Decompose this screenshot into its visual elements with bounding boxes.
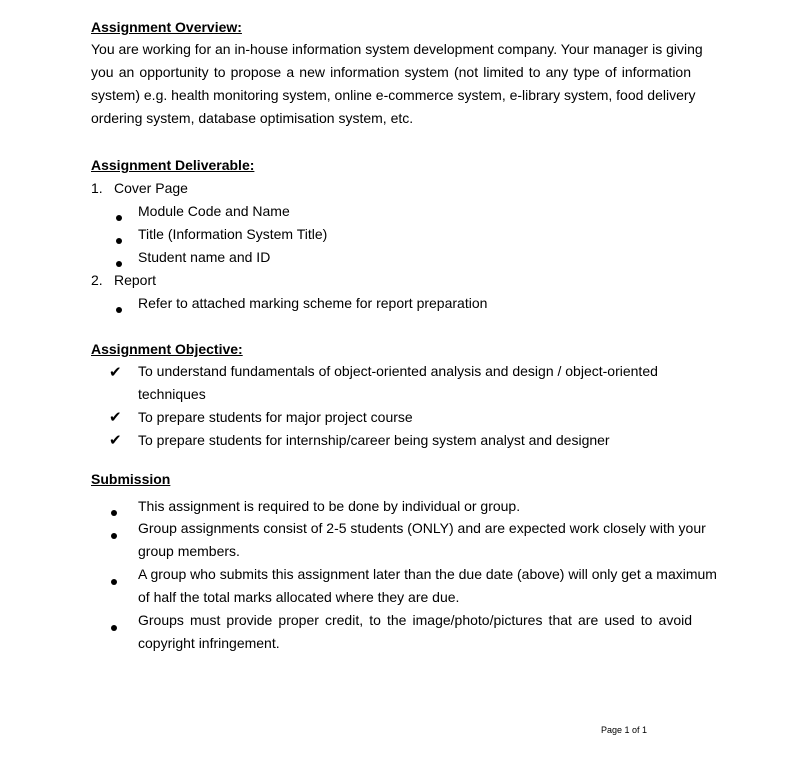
bullet-icon <box>116 254 122 270</box>
overview-line: system) e.g. health monitoring system, online e-commerce system, e-library system, food delivery <box>91 87 696 103</box>
bullet-icon <box>111 503 117 519</box>
bullet-icon <box>111 572 117 588</box>
objective-item <box>138 360 692 406</box>
objective-line: To understand fundamentals of object-oriented analysis and design / object-oriented <box>138 363 658 379</box>
submission-item <box>138 609 692 655</box>
objective-item: To prepare students for internship/career being system analyst and designer <box>138 432 610 448</box>
objective-heading: Assignment Objective: <box>91 341 243 357</box>
bullet-icon <box>116 300 122 316</box>
submission-line: group members. <box>138 543 240 559</box>
checkmark-icon: ✔ <box>109 408 122 426</box>
submission-line: Group assignments consist of 2-5 students (ONLY) and are expected work closely with your <box>138 520 706 536</box>
deliverable-subitem: Student name and ID <box>138 249 271 265</box>
overview-paragraph <box>91 38 703 130</box>
deliverable-item-label: Report <box>114 272 157 288</box>
submission-item <box>138 517 706 563</box>
overview-line: You are working for an in-house information system development company. Your manager is giving <box>91 41 703 57</box>
deliverable-subitem: Title (Information System Title) <box>138 226 328 242</box>
submission-line: Groups must provide proper credit, to the image/photo/pictures that are used to avoid <box>138 612 692 628</box>
checkmark-icon: ✔ <box>109 431 122 449</box>
objective-line: techniques <box>138 386 206 402</box>
deliverable-subitem: Refer to attached marking scheme for report preparation <box>138 295 488 311</box>
bullet-icon <box>116 208 122 224</box>
overview-line: you an opportunity to propose a new information system (not limited to any type of information <box>91 64 691 80</box>
submission-item <box>138 563 717 609</box>
deliverable-item-label: Cover Page <box>114 180 188 196</box>
deliverable-number: 2. <box>91 272 103 288</box>
deliverable-number: 1. <box>91 180 103 196</box>
submission-line: of half the total marks allocated where they are due. <box>138 589 460 605</box>
bullet-icon <box>111 618 117 634</box>
submission-line: A group who submits this assignment later than the due date (above) will only get a maximum <box>138 566 717 582</box>
overview-heading: Assignment Overview: <box>91 19 242 35</box>
submission-line: copyright infringement. <box>138 635 280 651</box>
submission-heading: Submission <box>91 471 171 487</box>
deliverable-heading: Assignment Deliverable: <box>91 157 255 173</box>
bullet-icon <box>116 231 122 247</box>
submission-item: This assignment is required to be done by individual or group. <box>138 498 521 514</box>
bullet-icon <box>111 526 117 542</box>
checkmark-icon: ✔ <box>109 363 122 381</box>
overview-line: ordering system, database optimisation system, etc. <box>91 110 414 126</box>
deliverable-subitem: Module Code and Name <box>138 203 290 219</box>
page-number: Page 1 of 1 <box>601 725 648 735</box>
objective-item: To prepare students for major project course <box>138 409 413 425</box>
